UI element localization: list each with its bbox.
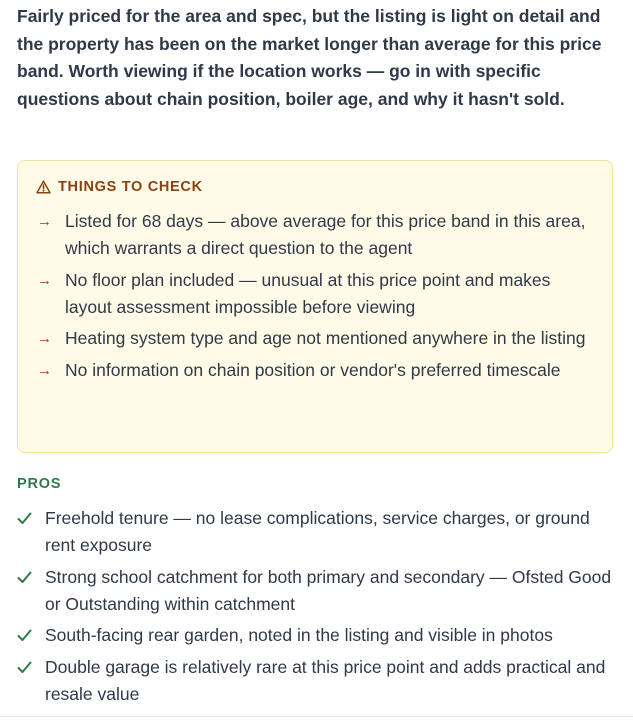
pro-item (17, 505, 617, 559)
pro-item (17, 654, 617, 708)
check-item-text: Heating system type and age not mentioned anywhere in the listing (65, 328, 586, 348)
check-item (36, 357, 594, 384)
things-to-check-heading (36, 178, 594, 196)
pro-item-text: South-facing rear garden, noted in the listing and visible in photos (45, 625, 553, 645)
check-item (36, 325, 594, 352)
summary-text: Fairly priced for the area and spec, but the listing is light on detail and the property has been on the market longer than average for this price band. Worth viewing if the location works — go in with specific questions about chain position, boiler age, and why it hasn't sold. (17, 6, 602, 109)
arrow-right-icon: → (37, 361, 52, 379)
pros-heading: PROS (17, 476, 62, 492)
checkmark-icon (17, 654, 45, 681)
things-to-check-title: THINGS TO CHECK (58, 179, 203, 195)
check-item (36, 267, 594, 321)
bottom-divider (0, 716, 633, 717)
checkmark-icon (17, 564, 45, 591)
arrow-right-icon: → (37, 213, 52, 230)
arrow-right-icon: → (37, 330, 52, 347)
pros-list (17, 505, 617, 712)
checkmark-icon (17, 622, 45, 649)
check-item-text: No floor plan included — unusual at this price point and makes layout assessment impossible before viewing (65, 269, 551, 317)
check-item (36, 208, 594, 262)
arrow-right-icon: → (37, 271, 52, 289)
pro-item-text: Freehold tenure — no lease complications, service charges, or ground rent exposure (45, 508, 590, 555)
pro-item-text: Double garage is relatively rare at this price point and adds practical and resale value (45, 656, 606, 704)
things-to-check-card (17, 160, 613, 453)
things-to-check-list (36, 208, 594, 384)
pro-item (17, 564, 617, 618)
check-item-text: No information on chain position or vendor's preferred timescale (65, 359, 561, 380)
pro-item (17, 622, 617, 649)
warning-triangle-icon (36, 180, 51, 194)
checkmark-icon (17, 505, 45, 532)
check-item-text: Listed for 68 days — above average for this price band in this area, which warrants a direct question to the agent (65, 211, 586, 258)
pro-item-text: Strong school catchment for both primary and secondary — Ofsted Good or Outstanding within catchment (45, 566, 612, 614)
